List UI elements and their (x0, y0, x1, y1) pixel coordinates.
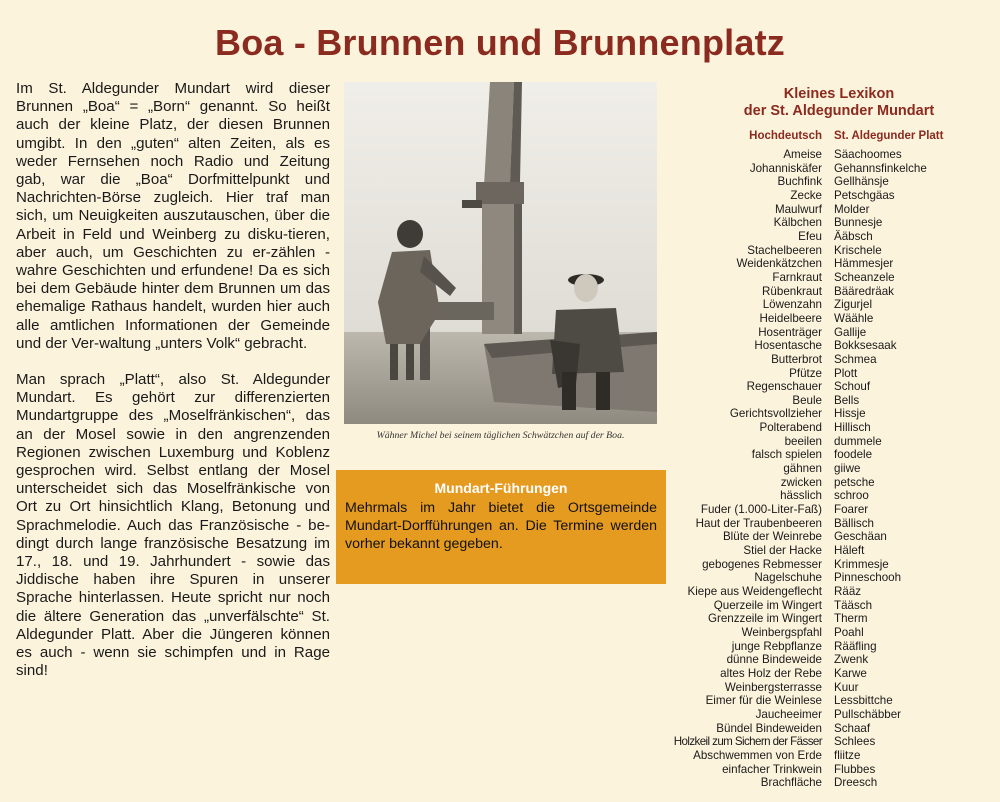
info-box-title: Mundart-Führungen (434, 480, 568, 496)
lexicon-entries (672, 148, 992, 790)
lexicon-entry-platt: Karwe (834, 666, 867, 680)
lexicon-entry-platt: Gellhänsje (834, 175, 889, 189)
page-title: Boa - Brunnen und Brunnenplatz (215, 22, 785, 63)
lexicon-entry (672, 708, 992, 722)
lexicon-entry (672, 763, 992, 777)
lexicon-entry-hochdeutsch: Rübenkraut (762, 284, 822, 298)
lexicon-entry-hochdeutsch: Kiepe aus Weidengeflecht (687, 585, 822, 598)
info-box (336, 470, 666, 584)
lexicon-entry-platt: Dreesch (834, 776, 878, 790)
lexicon-entry (672, 298, 992, 312)
lexicon-entry (672, 326, 992, 340)
lexicon-title-line2: der St. Aldegunder Mundart (743, 103, 935, 119)
lexicon-entry (672, 394, 992, 408)
header-hochdeutsch: Hochdeutsch (749, 130, 822, 142)
lexicon-entry (672, 216, 992, 230)
lexicon-entry-hochdeutsch: Weidenkätzchen (736, 257, 822, 271)
lexicon-entry-hochdeutsch: Johanniskäfer (749, 161, 822, 175)
lexicon-entry (672, 489, 992, 503)
lexicon-entry (672, 203, 992, 217)
lexicon-entry (672, 681, 992, 695)
lexicon-entry (672, 407, 992, 421)
lexicon-entry (672, 244, 992, 258)
lexicon-entry (672, 448, 992, 462)
lexicon-entry-hochdeutsch: Farnkraut (772, 270, 822, 284)
lexicon-entry-hochdeutsch: Grenzzeile im Wingert (707, 612, 822, 626)
lexicon-entry-hochdeutsch: gähnen (783, 462, 822, 476)
lexicon-entry-platt: schroo (834, 489, 869, 503)
lexicon-entry (672, 503, 992, 517)
paragraph-2: Man sprach „Platt“, also St. Aldegunder Mundart. Es gehört zur differenzierten Mundartgruppe des „Moselfränkischen“, das an der Mosel sowie in den angrenzenden Regionen zwischen Luxemburg und Koblenz gesprochen wird. Selbst entlang der Mosel unterscheidet sich das Moselfränkische von Ort zu Ort hinsichtlich Klang, Betonung und Sprachmelodie. Auch das Französische - be-dingt durch lange französische Besatzung im 17., 18. und 19. Jahrhundert - sowie das Jiddische haben ihre Spuren in unserer Sprache hinterlassen. Heute spricht nur noch die ältere Generation das „unverfälschte“ St. Aldegunder Platt. Aber die Jüngeren können es auch - wenn sie schimpfen und in Rage sind! (16, 371, 330, 680)
main-text (16, 80, 330, 699)
lexicon-entry (672, 694, 992, 708)
lexicon-title-line1: Kleines Lexikon (783, 86, 895, 102)
fountain-photo-illustration (344, 82, 657, 424)
lexicon-entry-platt: fliitze (834, 748, 861, 762)
lexicon-entry-hochdeutsch: einfacher Trinkwein (722, 762, 822, 776)
lexicon-entry-platt: foodele (834, 448, 873, 462)
lexicon-entry-platt: Zigurjel (834, 298, 873, 312)
lexicon-entry-hochdeutsch: Querzeile im Wingert (713, 598, 822, 612)
lexicon-entry (672, 162, 992, 176)
lexicon-entry-hochdeutsch: Maulwurf (774, 202, 822, 216)
lexicon-entry-hochdeutsch: Eimer für die Weinlese (705, 694, 822, 708)
lexicon-entry-platt: Rääz (834, 585, 862, 598)
lexicon-entry-platt: Hillisch (834, 421, 871, 435)
lexicon-entry (672, 285, 992, 299)
lexicon-entry-platt: Therm (834, 612, 868, 626)
lexicon-entry (672, 257, 992, 271)
lexicon-entry-hochdeutsch: falsch spielen (751, 448, 822, 462)
lexicon-entry (672, 612, 992, 626)
lexicon-entry-hochdeutsch: Nagelschuhe (754, 571, 822, 585)
lexicon-entry (672, 558, 992, 572)
lexicon-entry (672, 667, 992, 681)
lexicon-entry-platt: petsche (834, 475, 875, 489)
header-platt: St. Aldegunder Platt (834, 130, 944, 142)
lexicon-entry-hochdeutsch: Stiel der Hacke (743, 544, 822, 558)
lexicon-entry-hochdeutsch: Fuder (1.000-Liter-Faß) (700, 503, 822, 517)
lexicon-entry (672, 353, 992, 367)
lexicon-entry (672, 626, 992, 640)
lexicon-entry-platt: Wäähle (834, 311, 874, 325)
lexicon-entry (672, 749, 992, 763)
info-box-text: Mehrmals im Jahr bietet die Ortsgemeinde Mundart-Dorfführungen an. Die Termine werden vorher bekannt gegeben. (345, 500, 657, 552)
lexicon-entry-platt: Geschäan (834, 530, 887, 544)
lexicon-entry (672, 380, 992, 394)
lexicon-entry (672, 175, 992, 189)
lexicon-entry-hochdeutsch: Pfütze (789, 366, 822, 380)
lexicon-entry-platt: Gehannsfinkelche (834, 161, 927, 175)
lexicon-entry-platt: Säachoomes (834, 148, 902, 161)
lexicon-entry (672, 571, 992, 585)
lexicon-entry-platt: Lessbittche (834, 694, 893, 708)
lexicon-entry-platt: Foarer (834, 503, 869, 517)
lexicon-entry-hochdeutsch: hässlich (780, 489, 822, 503)
lexicon-entry-hochdeutsch: altes Holz der Rebe (720, 666, 822, 680)
photo-caption: Wähner Michel bei seinem täglichen Schwätzchen auf der Boa. (376, 430, 625, 441)
lexicon-entry-hochdeutsch: Löwenzahn (762, 298, 822, 312)
lexicon-entry-hochdeutsch: dünne Bindeweide (726, 653, 822, 667)
lexicon-entry-platt: Molder (834, 202, 870, 216)
lexicon-entry-platt: Rääfling (834, 639, 877, 653)
lexicon-entry (672, 517, 992, 531)
lexicon-entry-hochdeutsch: Bündel Bindeweiden (716, 721, 822, 735)
lexicon-entry (672, 271, 992, 285)
lexicon-entry-platt: Bunnesje (834, 216, 883, 230)
lexicon-entry-platt: Bääredräak (834, 284, 894, 298)
lexicon-entry (672, 476, 992, 490)
lexicon-entry (672, 148, 992, 162)
lexicon-entry-hochdeutsch: Weinbergspfahl (741, 625, 822, 639)
lexicon-entry (672, 735, 992, 749)
lexicon-entry (672, 585, 992, 599)
lexicon-entry-platt: Hämmesjer (834, 257, 894, 271)
lexicon-entry (672, 776, 992, 790)
historic-photo (344, 82, 657, 424)
lexicon-entry-hochdeutsch: Regenschauer (746, 380, 822, 394)
lexicon-entry-hochdeutsch: Gerichtsvollzieher (729, 407, 822, 421)
lexicon-entry-hochdeutsch: Buchfink (777, 175, 822, 189)
lexicon-entry (672, 462, 992, 476)
lexicon-entry-platt: Schaaf (834, 721, 871, 735)
lexicon-entry-platt: Schlees (834, 735, 876, 749)
lexicon-entry-hochdeutsch: Holzkeil zum Sichern der Fässer (673, 735, 822, 749)
lexicon-entry-platt: Petschgäas (834, 188, 895, 202)
lexicon-entry-platt: Gallije (834, 325, 867, 339)
lexicon-entry-hochdeutsch: Heidelbeere (759, 311, 822, 325)
lexicon-entry-platt: Tääsch (834, 598, 873, 612)
lexicon-entry-platt: Zwenk (834, 653, 869, 667)
lexicon-entry (672, 653, 992, 667)
lexicon-entry-hochdeutsch: Stachelbeeren (747, 243, 822, 257)
lexicon-entry-platt: Schouf (834, 380, 871, 394)
lexicon-entry-platt: dummele (834, 434, 882, 448)
lexicon-entry-hochdeutsch: junge Rebpflanze (731, 639, 822, 653)
lexicon-entry-platt: Bokksesaak (834, 339, 897, 353)
lexicon-entry-hochdeutsch: Polterabend (759, 421, 822, 435)
lexicon-entry-hochdeutsch: Ameise (783, 148, 822, 161)
lexicon-entry (672, 189, 992, 203)
lexicon-entry (672, 339, 992, 353)
lexicon-entry-hochdeutsch: Beule (792, 393, 822, 407)
lexicon-entry-platt: Flubbes (834, 762, 876, 776)
lexicon-entry-hochdeutsch: gebogenes Rebmesser (702, 557, 822, 571)
lexicon-headers (672, 130, 992, 142)
lexicon-entry-hochdeutsch: beeilen (784, 434, 822, 448)
lexicon-entry-hochdeutsch: Haut der Traubenbeeren (695, 516, 822, 530)
lexicon-entry-hochdeutsch: Zecke (790, 188, 822, 202)
lexicon-entry-platt: Krischele (834, 243, 882, 257)
lexicon-title (686, 86, 992, 120)
lexicon-entry-hochdeutsch: zwicken (780, 475, 822, 489)
lexicon-entry-platt: Plott (834, 366, 858, 380)
lexicon-entry-platt: Bällisch (834, 516, 874, 530)
lexicon-entry-platt: Pullschäbber (834, 707, 902, 721)
lexicon-entry-platt: Hissje (834, 407, 866, 421)
lexicon-entry-hochdeutsch: Jaucheeimer (755, 707, 822, 721)
lexicon-entry (672, 312, 992, 326)
lexicon-entry-platt: Ääbsch (834, 229, 873, 243)
lexicon-entry (672, 230, 992, 244)
lexicon-entry-hochdeutsch: Hosenträger (758, 325, 822, 339)
lexicon-entry (672, 544, 992, 558)
lexicon-entry-platt: Poahl (834, 625, 864, 639)
lexicon-entry-hochdeutsch: Blüte der Weinrebe (722, 530, 822, 544)
lexicon-entry-platt: Scheanzele (834, 270, 895, 284)
lexicon-entry (672, 599, 992, 613)
lexicon-entry-hochdeutsch: Weinbergsterrasse (724, 680, 822, 694)
paragraph-1: Im St. Aldegunder Mundart wird dieser Brunnen „Boa“ = „Born“ genannt. So heißt auch der kleine Platz, der diesen Brunnen umgibt. In den „guten“ alten Zeiten, als es weder Fernsehen noch Radio und Zeitung gab, war die „Boa“ Dorfmittelpunkt und Nachrichten-Börse zugleich. Hier traf man sich, um Neuigkeiten auszutauschen, über die Arbeit in Feld und Weinberg zu disku-tieren, aber auch, um Geschichten zu er-zählen - wahre Geschichten und erfundene! Da es sich bei dem Gebäude hinter dem Brunnen um das ehemalige Rathaus handelt, wurden hier auch alle amtlichen Informationen der Gemeinde und der Ver-waltung „unters Volk“ gebracht. (16, 80, 330, 352)
lexicon-entry-hochdeutsch: Kälbchen (773, 216, 822, 230)
lexicon-entry-platt: Pinneschooh (834, 571, 902, 585)
lexicon-entry-hochdeutsch: Hosentasche (754, 339, 822, 353)
lexicon (672, 86, 992, 790)
lexicon-entry (672, 367, 992, 381)
lexicon-entry (672, 435, 992, 449)
lexicon-entry-platt: Schmea (834, 352, 877, 366)
lexicon-entry-platt: Bells (834, 393, 860, 407)
lexicon-entry (672, 421, 992, 435)
lexicon-entry-hochdeutsch: Abschwemmen von Erde (693, 748, 822, 762)
lexicon-entry-hochdeutsch: Butterbrot (771, 352, 822, 366)
lexicon-entry-platt: Kuur (834, 680, 859, 694)
lexicon-entry (672, 640, 992, 654)
lexicon-entry-platt: Häleft (834, 544, 865, 558)
lexicon-entry-hochdeutsch: Efeu (798, 229, 822, 243)
lexicon-entry (672, 722, 992, 736)
lexicon-entry-platt: giiwe (834, 462, 861, 476)
lexicon-entry-platt: Krimmesje (834, 557, 889, 571)
lexicon-entry (672, 530, 992, 544)
lexicon-entry-hochdeutsch: Brachfläche (760, 776, 822, 790)
